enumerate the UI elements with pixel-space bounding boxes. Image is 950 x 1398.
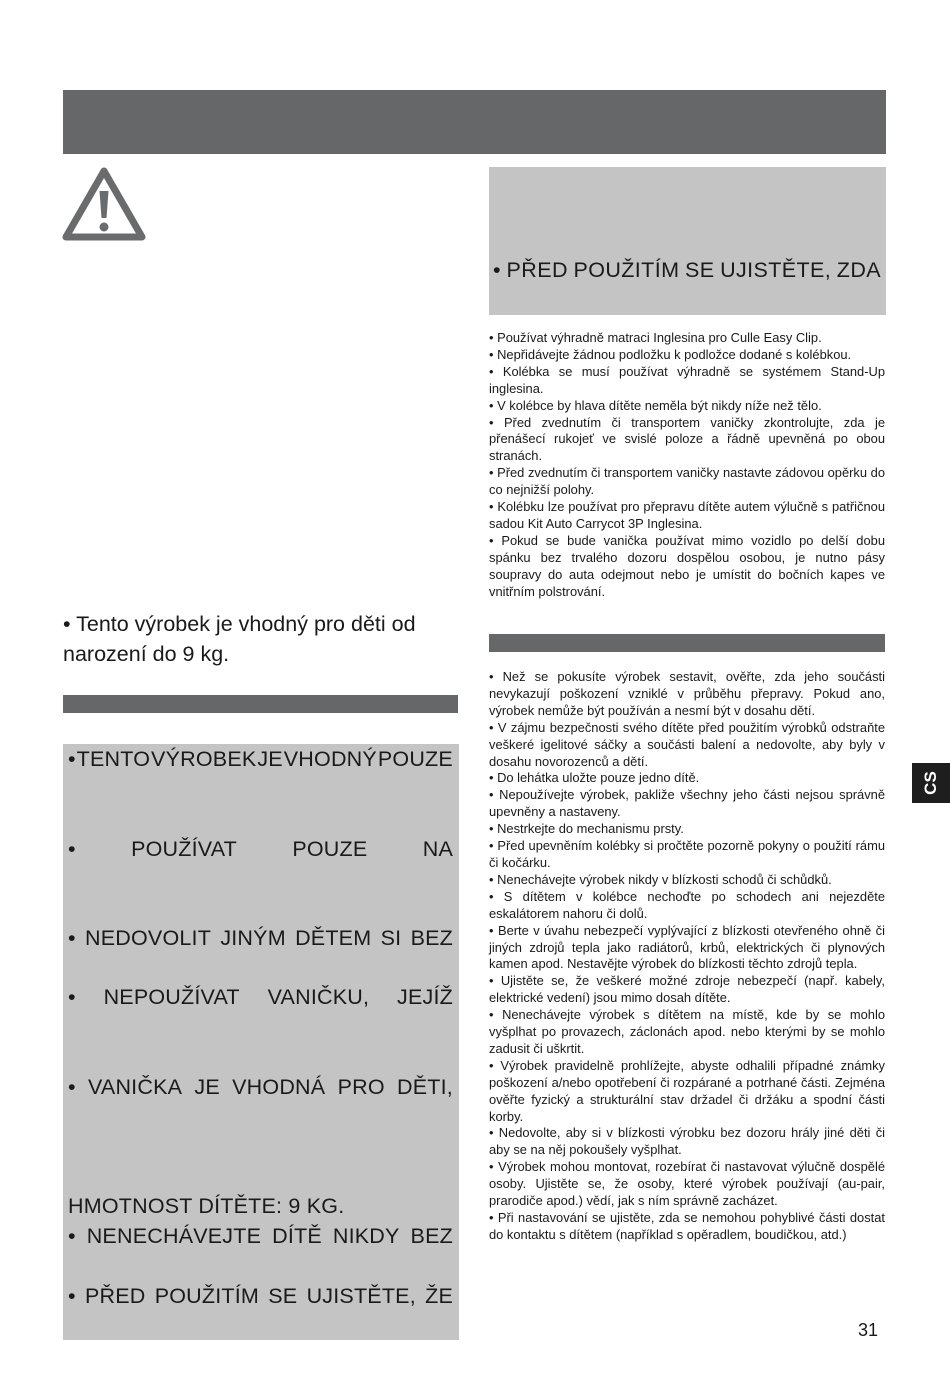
list-item: • Při nastavování se ujistěte, zda se nemohou pohyblivé části dostat do kontaktu s dítětem (například s opěradlem, boudičkou, atd.): [489, 1210, 885, 1242]
list-item: • Nepřidávejte žádnou podložku k podložce dodané s kolébkou.: [489, 346, 852, 362]
section-bar: [489, 634, 885, 652]
list-item: • Výrobek pravidelně prohlížejte, abyste odhalili případné známky poškození a/nebo opotřebení či rozpárané a potrhané části. Zejména ověřte fyzický a strukturální stav držadel či držáku a spodní části korby.: [489, 1057, 885, 1124]
page-number: 31: [858, 1320, 879, 1340]
list-item: • Nenechávejte výrobek s dítětem na místě, kde by se mohlo vyšplhat po provazech, záclonách apod. nebo kterými by se mohlo zadusit či uškrtit.: [489, 1007, 885, 1056]
list-item: • Před zvednutím či transportem vaničky nastavte zádovou opěrku do co nejnižší polohy.: [489, 465, 885, 498]
right-heading-box: [489, 167, 886, 315]
list-item: • V zájmu bezpečnosti svého dítěte před použitím výrobků odstraňte veškeré igelitové sáčky a součásti balení a nedovolte, aby byly v dosahu novorozenců a dětí.: [489, 719, 885, 769]
instructions-list-1: [489, 330, 885, 601]
warning-line: • TENTO VÝROBEK JE VHODNÝ POUZE: [68, 747, 453, 771]
list-item: • Do lehátka uložte pouze jedno dítě.: [489, 770, 700, 786]
left-section-bar: [63, 695, 458, 713]
language-tab: [912, 763, 950, 803]
list-item: • Nepoužívejte výrobek, pakliže všechny jeho části nejsou správně upevněny a nastaveny.: [489, 787, 885, 820]
right-heading-text: • PŘED POUŽITÍM SE UJISTĚTE, ZDA: [493, 258, 881, 282]
list-item: • Před upevněním kolébky si pročtěte pozorně pokyny o použití rámu či kočárku.: [489, 838, 885, 870]
list-item: • Nedovolte, aby si v blízkosti výrobku bez dozoru hrály jiné děti či aby se na něj pokoušely vyšplhat.: [489, 1125, 885, 1158]
list-item: • S dítětem v kolébce nechoďte po schodech ani nejezděte eskalátorem nahoru či dolů.: [489, 888, 885, 921]
warning-line: HMOTNOST DÍTĚTE: 9 KG.: [68, 1194, 345, 1218]
language-tab-label: CS: [921, 771, 940, 795]
list-item: • Výrobek mohou montovat, rozebírat či nastavovat výlučně dospělé osoby. Ujistěte se, že osoby, které výrobek používají (au-pair, prarodiče apod.) vědí, jak s ním správně zacházet.: [489, 1159, 885, 1209]
list-item: • Kolébku lze používat pro přepravu dítěte autem výlučně s patřičnou sadou Kit Auto Carrycot 3P Inglesina.: [489, 499, 885, 531]
list-item: • Kolébka se musí používat výhradně se systémem Stand-Up inglesina.: [489, 363, 885, 396]
list-item: • Před zvednutím či transportem vaničky zkontrolujte, zda je přenášecí rukojeť ve svislé poloze a řádně upevněná po obou stranách.: [489, 414, 885, 464]
list-item: • Nenechávejte výrobek nikdy v blízkosti schodů či schůdků.: [489, 871, 832, 887]
list-item: • Nestrkejte do mechanismu prsty.: [489, 821, 684, 837]
header-bar: [63, 90, 886, 154]
warning-line: • POUŽÍVAT POUZE NA: [68, 837, 453, 861]
list-item: • Používat výhradně matraci Inglesina pro Culle Easy Clip.: [489, 330, 822, 345]
list-item: • Než se pokusíte výrobek sestavit, ověřte, zda jeho součásti nevykazují poškození vzniklé v průběhu přepravy. Pokud ano, výrobek nemůže být používán a nesmí být v dosahu dětí.: [489, 669, 885, 718]
list-item: • V kolébce by hlava dítěte neměla být nikdy níže než tělo.: [489, 397, 822, 413]
list-item: • Berte v úvahu nebezpečí vyplývající z blízkosti otevřeného ohně či jiných zdrojů tepla jako radiátorů, krbů, elektrických či plynových kamen apod. Nestavějte výrobek do blízkosti těchto zdrojů tepla.: [489, 922, 885, 972]
suitability-text: • Tento výrobek je vhodný pro děti od narození do 9 kg.: [63, 612, 416, 666]
instructions-list-2: [489, 669, 885, 1244]
warning-line: • VANIČKA JE VHODNÁ PRO DĚTI,: [68, 1075, 453, 1099]
warning-triangle-icon: [62, 166, 146, 242]
list-item: • Ujistěte se, že veškeré možné zdroje nebezpečí (např. kabely, elektrické vedení) jsou mimo dosah dítěte.: [489, 973, 885, 1006]
list-item: • Pokud se bude vanička používat mimo vozidlo po delší dobu spánku bez trvalého dozoru dospělou osobou, je nutno pásy soupravy do auta odejmout nebo je umístit do bočních kapes ve vnitřním polstrování.: [489, 532, 885, 599]
warning-line: • NEDOVOLIT JINÝM DĚTEM SI BEZ: [68, 926, 453, 950]
warning-line: • NENECHÁVEJTE DÍTĚ NIKDY BEZ: [68, 1224, 453, 1248]
warning-line: • NEPOUŽÍVAT VANIČKU, JEJÍŽ: [68, 985, 453, 1009]
warning-line: • PŘED POUŽITÍM SE UJISTĚTE, ŽE: [68, 1284, 453, 1308]
warning-box: [63, 744, 459, 1340]
